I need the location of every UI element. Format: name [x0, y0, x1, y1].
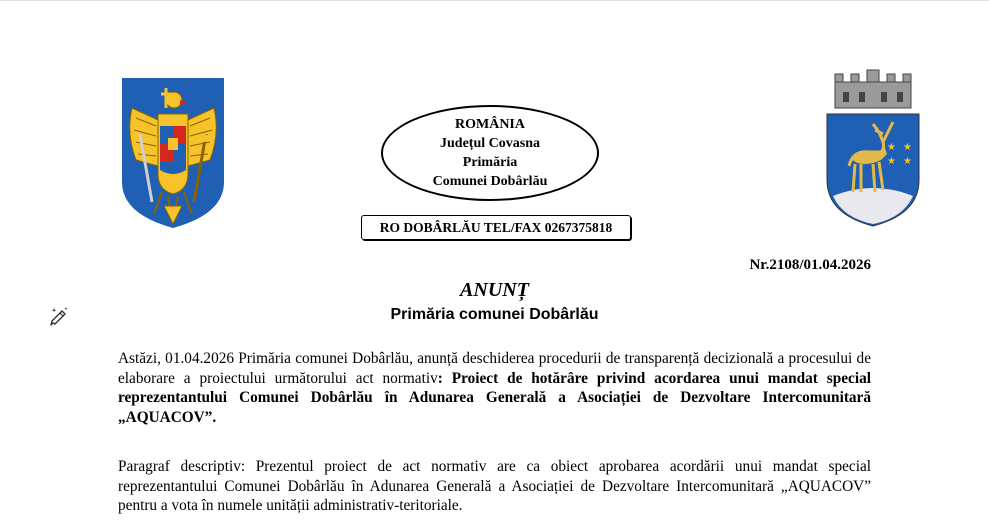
oval-line-county: Județul Covasna	[440, 136, 540, 151]
page-top-border	[0, 0, 989, 4]
document-title: ANUNȚ	[460, 279, 529, 301]
svg-text:★: ★	[887, 156, 896, 167]
document-subtitle: Primăria comunei Dobârlău	[390, 306, 599, 323]
paragraph-description: Paragraf descriptiv: Prezentul proiect de act normativ are ca obiect aprobarea acordării unui mandat special reprezentantului Comunei Dobârlău în Adunarea Generală a Asociației de Dezvoltare Intercomunitară „AQUACOV” pentru a vota în numele unității administrativ-teritoriale.	[118, 458, 871, 514]
edit-pen-sparkle-icon[interactable]	[47, 304, 71, 328]
oval-line-townhall: Primăria	[462, 155, 518, 170]
svg-text:★: ★	[887, 142, 896, 153]
svg-text:★: ★	[903, 142, 912, 153]
announcement-text: Astăzi, 01.04.2026 Primăria comunei Dobârlău, anunță deschiderea procedurii de transparență decizională a procesului de elaborare a proiectului următorului act normativ	[118, 350, 871, 387]
svg-text:★: ★	[903, 156, 912, 167]
document-number: Nr.2108/01.04.2026	[749, 257, 871, 273]
oval-line-country: ROMÂNIA	[455, 117, 525, 132]
dobarlau-coat-of-arms-icon	[823, 68, 923, 228]
paragraph-announcement	[118, 349, 871, 427]
announcement-project-title: : Proiect de hotărâre privind acordarea unui mandat special reprezentantului Comunei Dobârlău în Adunarea Generală a Asociației de Dezvoltare Intercomunitară „AQUACOV”.	[118, 369, 871, 426]
contact-box: RO DOBÂRLĂU TEL/FAX 0267375818	[361, 215, 631, 240]
romania-coat-of-arms-icon	[118, 74, 228, 230]
institution-oval-stamp	[381, 105, 599, 201]
oval-line-commune: Comunei Dobârlău	[432, 174, 548, 189]
